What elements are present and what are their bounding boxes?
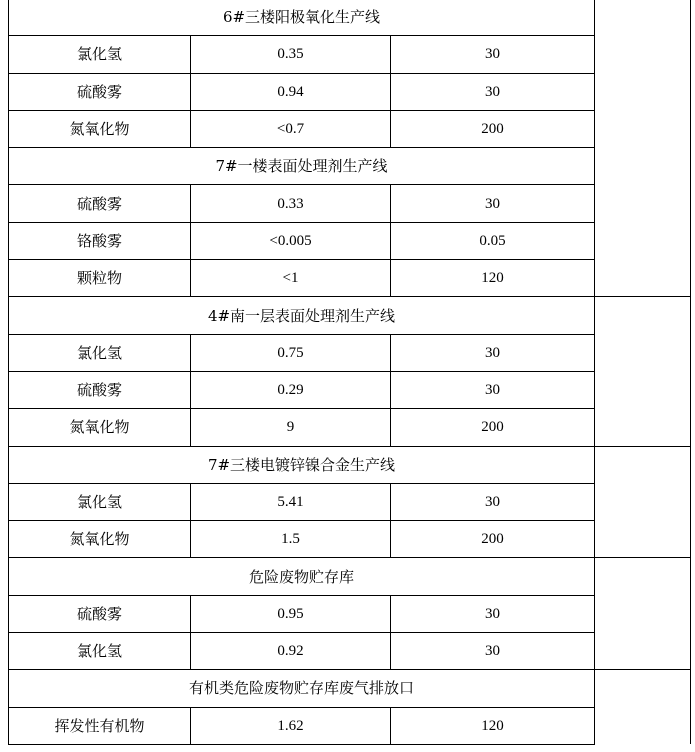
table-row [9, 110, 691, 147]
pollutant-cell: 氯化氢 [9, 36, 191, 73]
section-title: 6#三楼阳极氧化生产线 [9, 0, 595, 36]
pollutant-cell: 氮氧化物 [9, 409, 191, 446]
section-header-row [9, 297, 691, 334]
measured-value-cell: 0.94 [191, 73, 391, 110]
table-row [9, 222, 691, 259]
section-title: 危险废物贮存库 [9, 558, 595, 595]
measured-value-cell: 1.5 [191, 521, 391, 558]
section-header-row [9, 558, 691, 595]
section-header-row [9, 670, 691, 707]
section-header-row [9, 446, 691, 483]
table-row [9, 409, 691, 446]
pollutant-cell: 氮氧化物 [9, 521, 191, 558]
pollutant-cell: 氯化氢 [9, 334, 191, 371]
limit-value-cell: 200 [391, 110, 595, 147]
measured-value-cell: 0.92 [191, 633, 391, 670]
remark-cell [595, 558, 691, 670]
measured-value-cell: 0.29 [191, 371, 391, 408]
remark-cell [595, 446, 691, 558]
pollutant-cell: 氮氧化物 [9, 110, 191, 147]
measured-value-cell: 5.41 [191, 483, 391, 520]
table-row [9, 707, 691, 744]
table-row [9, 595, 691, 632]
section-title: 7#三楼电镀锌镍合金生产线 [9, 446, 595, 483]
table-row [9, 483, 691, 520]
remark-cell [595, 148, 691, 297]
pollutant-cell: 硫酸雾 [9, 185, 191, 222]
pollutant-cell: 硫酸雾 [9, 371, 191, 408]
limit-value-cell: 30 [391, 483, 595, 520]
pollutant-cell: 硫酸雾 [9, 73, 191, 110]
remark-cell [595, 297, 691, 446]
limit-value-cell: 30 [391, 36, 595, 73]
section-title: 有机类危险废物贮存库废气排放口 [9, 670, 595, 707]
limit-value-cell: 200 [391, 521, 595, 558]
pollutant-cell: 氯化氢 [9, 633, 191, 670]
section-header-row [9, 0, 691, 36]
emission-table-body [9, 0, 691, 744]
pollutant-cell: 氯化氢 [9, 483, 191, 520]
table-row [9, 185, 691, 222]
measured-value-cell: 0.75 [191, 334, 391, 371]
limit-value-cell: 200 [391, 409, 595, 446]
measured-value-cell: <1 [191, 260, 391, 297]
pollutant-cell: 颗粒物 [9, 260, 191, 297]
limit-value-cell: 120 [391, 707, 595, 744]
measured-value-cell: <0.7 [191, 110, 391, 147]
limit-value-cell: 30 [391, 595, 595, 632]
table-row [9, 260, 691, 297]
section-title: 4#南一层表面处理剂生产线 [9, 297, 595, 334]
table-row [9, 521, 691, 558]
pollutant-cell: 硫酸雾 [9, 595, 191, 632]
table-row [9, 371, 691, 408]
limit-value-cell: 120 [391, 260, 595, 297]
limit-value-cell: 30 [391, 371, 595, 408]
limit-value-cell: 30 [391, 334, 595, 371]
limit-value-cell: 30 [391, 633, 595, 670]
measured-value-cell: 9 [191, 409, 391, 446]
measured-value-cell: 0.35 [191, 36, 391, 73]
table-row [9, 334, 691, 371]
remark-cell [595, 0, 691, 148]
remark-cell [595, 670, 691, 745]
limit-value-cell: 0.05 [391, 222, 595, 259]
measured-value-cell: 1.62 [191, 707, 391, 744]
table-row [9, 36, 691, 73]
section-header-row [9, 148, 691, 185]
measured-value-cell: <0.005 [191, 222, 391, 259]
emission-table [8, 0, 691, 745]
section-title: 7#一楼表面处理剂生产线 [9, 148, 595, 185]
limit-value-cell: 30 [391, 73, 595, 110]
pollutant-cell: 挥发性有机物 [9, 707, 191, 744]
limit-value-cell: 30 [391, 185, 595, 222]
pollutant-cell: 铬酸雾 [9, 222, 191, 259]
measured-value-cell: 0.33 [191, 185, 391, 222]
table-row [9, 633, 691, 670]
table-row [9, 73, 691, 110]
measured-value-cell: 0.95 [191, 595, 391, 632]
